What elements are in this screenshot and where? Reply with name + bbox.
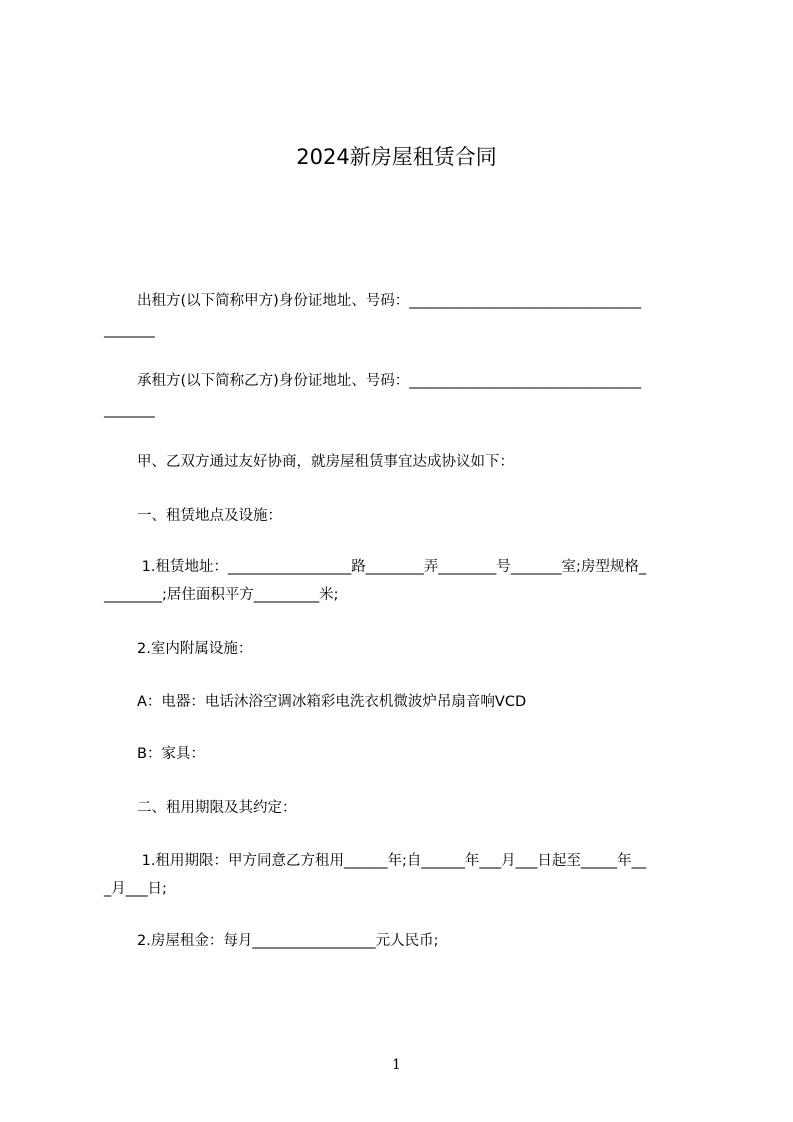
section-2-heading: 二、租用期限及其约定：: [137, 800, 297, 816]
facilities-furniture: B：家具：: [137, 746, 205, 762]
clause-1-1-address: 1.租赁地址：_________________路________弄________号_______室;房型规格_: [137, 559, 647, 575]
section-1-heading: 一、租赁地点及设施：: [137, 508, 282, 524]
lessee-id-line: 承租方(以下简称乙方)身份证地址、号码：________________________________: [137, 373, 642, 389]
lessor-id-line-continued: _______: [104, 322, 155, 338]
agreement-intro: 甲、乙双方通过友好协商，就房屋租赁事宜达成协议如下：: [137, 454, 514, 470]
clause-2-1-term: 1.租用期限：甲方同意乙方租用______年;自______年___月___日起至_____年__: [137, 853, 647, 869]
lessor-id-line: 出租方(以下简称甲方)身份证地址、号码：________________________________: [137, 293, 642, 309]
facilities-appliances: A：电器：电话沐浴空调冰箱彩电洗衣机微波炉吊扇音响VCD: [137, 694, 527, 710]
page-number: 1: [392, 1057, 401, 1073]
clause-1-1-address-continued: ________;居住面积平方_________米;: [104, 587, 339, 603]
clause-1-2-facilities: 2.室内附属设施：: [137, 641, 253, 657]
document-title: 2024新房屋租赁合同: [296, 145, 497, 169]
lessee-id-line-continued: _______: [104, 402, 155, 418]
clause-2-2-rent: 2.房屋租金：每月_________________元人民币;: [137, 933, 439, 949]
clause-2-1-term-continued: _月___日;: [104, 881, 167, 897]
